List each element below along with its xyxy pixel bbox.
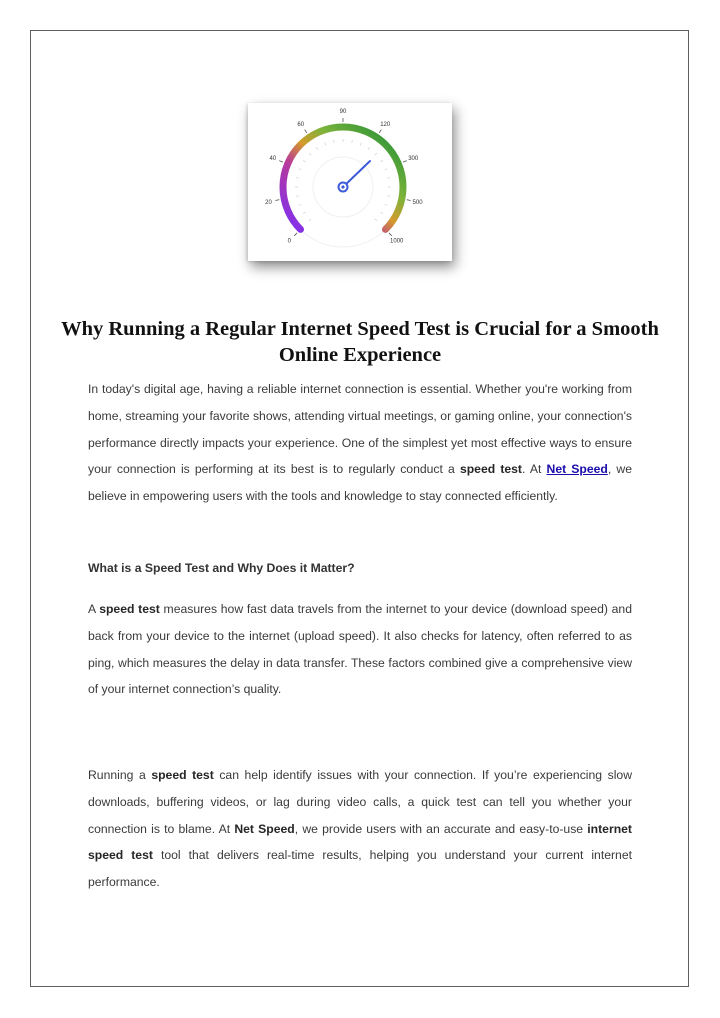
gauge-minor-tick xyxy=(303,160,305,162)
gauge-major-tick xyxy=(407,200,411,201)
intro-text-b: . At xyxy=(522,462,547,477)
gauge-tick-label: 1000 xyxy=(390,238,404,245)
gauge-minor-tick xyxy=(385,169,388,170)
gauge-minor-tick xyxy=(316,147,318,149)
gauge-needle-center xyxy=(341,185,344,188)
speedometer-gauge xyxy=(248,103,452,261)
gauge-needle xyxy=(343,161,370,187)
gauge-major-tick xyxy=(403,161,407,163)
definition-text-a: A xyxy=(88,602,100,616)
net-speed-link[interactable]: Net Speed xyxy=(546,462,608,477)
gauge-tick-label: 120 xyxy=(380,121,391,128)
gauge-tick-label: 40 xyxy=(269,155,277,162)
gauge-tick-label: 500 xyxy=(412,199,423,206)
internet-speed-test-term: internet speed test xyxy=(88,821,632,863)
gauge-minor-tick xyxy=(380,160,382,162)
speed-test-term: speed test xyxy=(459,462,522,477)
benefits-paragraph xyxy=(88,762,632,896)
gauge-minor-tick xyxy=(387,178,390,179)
gauge-tick-label: 60 xyxy=(297,121,305,128)
gauge-minor-tick xyxy=(299,204,302,205)
gauge-minor-tick xyxy=(380,212,382,214)
gauge-major-tick xyxy=(305,130,307,133)
net-speed-term: Net Speed xyxy=(234,821,295,836)
gauge-major-tick xyxy=(294,233,297,236)
benefits-text-b: can help identify issues with your connection. If you’re experiencing slow downloads, buffering videos, or lag during video calls, a quick test can tell you whether your connection is to blame. At xyxy=(88,768,632,836)
intro-text-a: In today's digital age, having a reliable internet connection is essential. Whether you're working from home, streaming your favorite shows, attending virtual meetings, or gaming online, your connection's performance directly impacts your experience. One of the simplest yet most effective ways to ensure your connection is performing at its best is to regularly conduct a xyxy=(88,382,632,477)
gauge-major-tick xyxy=(279,161,283,163)
gauge-minor-tick xyxy=(296,196,299,197)
benefits-text-d: tool that delivers real-time results, helping you understand your current internet performance. xyxy=(88,848,632,890)
gauge-major-tick xyxy=(275,200,279,201)
speed-test-term: speed test xyxy=(99,602,160,616)
definition-paragraph xyxy=(88,596,632,703)
gauge-minor-tick xyxy=(309,219,311,221)
gauge-minor-tick xyxy=(296,178,299,179)
gauge-major-tick xyxy=(379,130,381,133)
gauge-tick-label: 0 xyxy=(287,238,291,245)
gauge-minor-tick xyxy=(334,140,335,143)
benefits-text-c: , we provide users with an accurate and easy-to-use xyxy=(294,821,588,836)
benefits-text-a: Running a xyxy=(88,768,152,782)
intro-text-c: , we believe in empowering users with the tools and knowledge to stay connected efficiently. xyxy=(88,462,632,504)
gauge-major-tick xyxy=(389,233,392,236)
gauge-arc xyxy=(283,127,403,229)
intro-paragraph xyxy=(88,376,632,510)
gauge-minor-tick xyxy=(375,219,377,221)
gauge-minor-tick xyxy=(325,143,326,146)
gauge-minor-tick xyxy=(368,147,370,149)
gauge-tick-label: 90 xyxy=(339,109,347,115)
gauge-minor-tick xyxy=(387,196,390,197)
definition-text-b: measures how fast data travels from the internet to your device (download speed) and back from your device to the internet (upload speed). It also checks for latency, often referred to as ping, which measures the delay in data transfer. These factors combined give a comprehensive view of your internet connection’s quality. xyxy=(88,602,632,697)
gauge-minor-tick xyxy=(299,169,302,170)
gauge-minor-tick xyxy=(385,204,388,205)
speedometer-image xyxy=(248,103,452,261)
gauge-tick-label: 300 xyxy=(408,155,419,162)
section-heading: What is a Speed Test and Why Does it Matter? xyxy=(88,561,355,575)
speed-test-term: speed test xyxy=(151,768,214,782)
gauge-minor-tick xyxy=(352,140,353,143)
gauge-tick-label: 20 xyxy=(265,199,272,206)
gauge-minor-tick xyxy=(309,153,311,155)
gauge-minor-tick xyxy=(375,153,377,155)
gauge-minor-ticks xyxy=(295,139,391,221)
article-title: Why Running a Regular Internet Speed Test is Crucial for a Smooth Online Experience xyxy=(61,318,659,366)
gauge-minor-tick xyxy=(303,212,305,214)
gauge-minor-tick xyxy=(360,143,361,146)
